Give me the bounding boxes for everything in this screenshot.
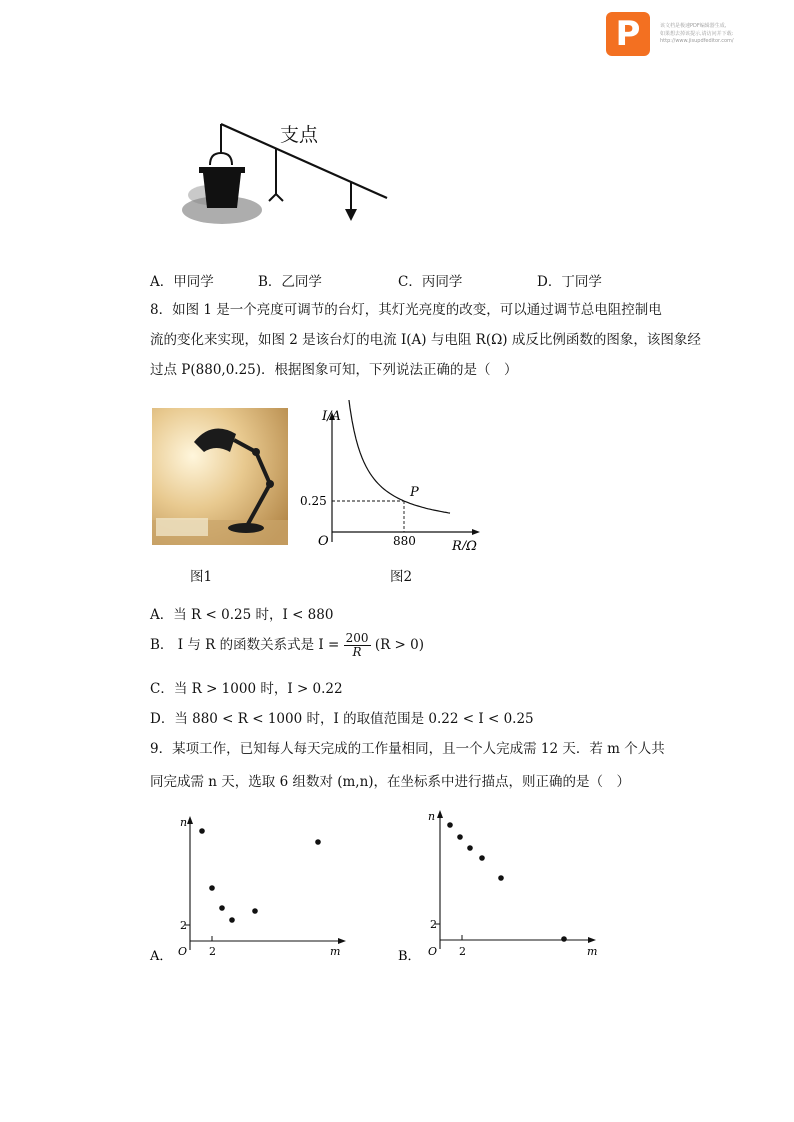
inverse-curve (348, 400, 450, 513)
graph-a-y-label: n (180, 816, 188, 829)
graph-b-y-tick: 2 (430, 918, 437, 931)
q8-option-b (150, 632, 424, 659)
dot (467, 845, 473, 851)
x-axis-label: R/Ω (452, 539, 477, 550)
fig1-caption: 图1 (190, 569, 213, 585)
dot (561, 936, 567, 942)
origin-label: O (318, 534, 329, 549)
fulcrum-label: 支点 (280, 124, 319, 146)
dot (209, 885, 215, 891)
graph-a-origin: O (178, 945, 188, 958)
watermark-line-2: 如果想去掉该提示,请访问并下载: (660, 31, 734, 37)
q8-option-c: C．当 R > 1000 时，I > 0.22 (150, 681, 343, 697)
graph-b-origin: O (428, 945, 438, 958)
pdf-editor-logo (606, 12, 650, 56)
q8-stem-line-1: 8．如图 1 是一个亮度可调节的台灯，其灯光亮度的改变，可以通过调节总电阻控制电 (150, 302, 662, 318)
q9-graph-a (140, 810, 360, 970)
lever-figure (170, 115, 400, 230)
y-axis-label: I/A (322, 409, 341, 424)
graph-b-y-label: n (428, 810, 436, 823)
watermark-line-3: http://www.jisupdfeditor.com/ (660, 38, 734, 44)
fig2-caption: 图2 (390, 569, 413, 585)
point-p-label: P (410, 485, 419, 500)
q8-option-a: A．当 R < 0.25 时，I < 880 (150, 607, 334, 623)
bucket (203, 173, 241, 208)
dot (199, 828, 205, 834)
graph-a-label: A． (150, 949, 173, 964)
fraction-denominator: R (352, 645, 362, 659)
bucket-handle (210, 153, 232, 165)
lamp-base (228, 523, 264, 533)
dot (457, 834, 463, 840)
graph-a-x-label: m (330, 945, 341, 958)
x-tick-label: 880 (393, 534, 416, 548)
fraction-200-over-r (344, 632, 371, 659)
q9-graph-b (390, 808, 610, 968)
graph-b-x-label: m (587, 945, 598, 958)
graph-b-x-tick: 2 (459, 945, 466, 958)
q8-option-d: D．当 880 < R < 1000 时，I 的取值范围是 0.22 < I < 0.25 (150, 711, 534, 727)
dot (447, 822, 453, 828)
q7-option-c: C．丙同学 (398, 274, 463, 290)
dot (229, 917, 235, 923)
q8-stem-line-2: 流的变化来实现，如图 2 是该台灯的电流 I(A) 与电阻 R(Ω) 成反比例函数的图象，该图象经 (150, 332, 701, 348)
dot (315, 839, 321, 845)
fraction-numerator: 200 (345, 631, 369, 645)
dot (219, 905, 225, 911)
graph-a-y-tick: 2 (180, 919, 187, 932)
q8-option-b-prefix: B． I 与 R 的函数关系式是 I = (150, 637, 340, 653)
dot (479, 855, 485, 861)
q8-option-b-suffix: (R > 0) (374, 637, 424, 653)
graph-b-label: B． (398, 949, 421, 964)
y-tick-label: 0.25 (300, 494, 327, 508)
q9-stem-line-1: 9．某项工作，已知每人每天完成的工作量相同，且一个人完成需 12 天．若 m 个人共 (150, 741, 665, 757)
book-icon (156, 518, 208, 536)
dot (498, 875, 504, 881)
desk-lamp-photo (152, 408, 288, 545)
logo-letter: P (615, 14, 641, 54)
watermark-line-1: 该文档是极速PDF编辑器生成, (660, 23, 727, 29)
q8-stem-line-3: 过点 P(880,0.25)．根据图象可知，下列说法正确的是（ ） (150, 362, 518, 378)
q9-stem-line-2: 同完成需 n 天，选取 6 组数对 (m,n)，在坐标系中进行描点，则正确的是（ ） (150, 774, 631, 790)
q8-graph (296, 400, 496, 550)
q7-option-b: B．乙同学 (258, 274, 322, 290)
graph-a-x-tick: 2 (209, 945, 216, 958)
q7-option-a: A．甲同学 (150, 274, 214, 290)
q7-option-d: D．丁同学 (537, 274, 602, 290)
dot (252, 908, 258, 914)
